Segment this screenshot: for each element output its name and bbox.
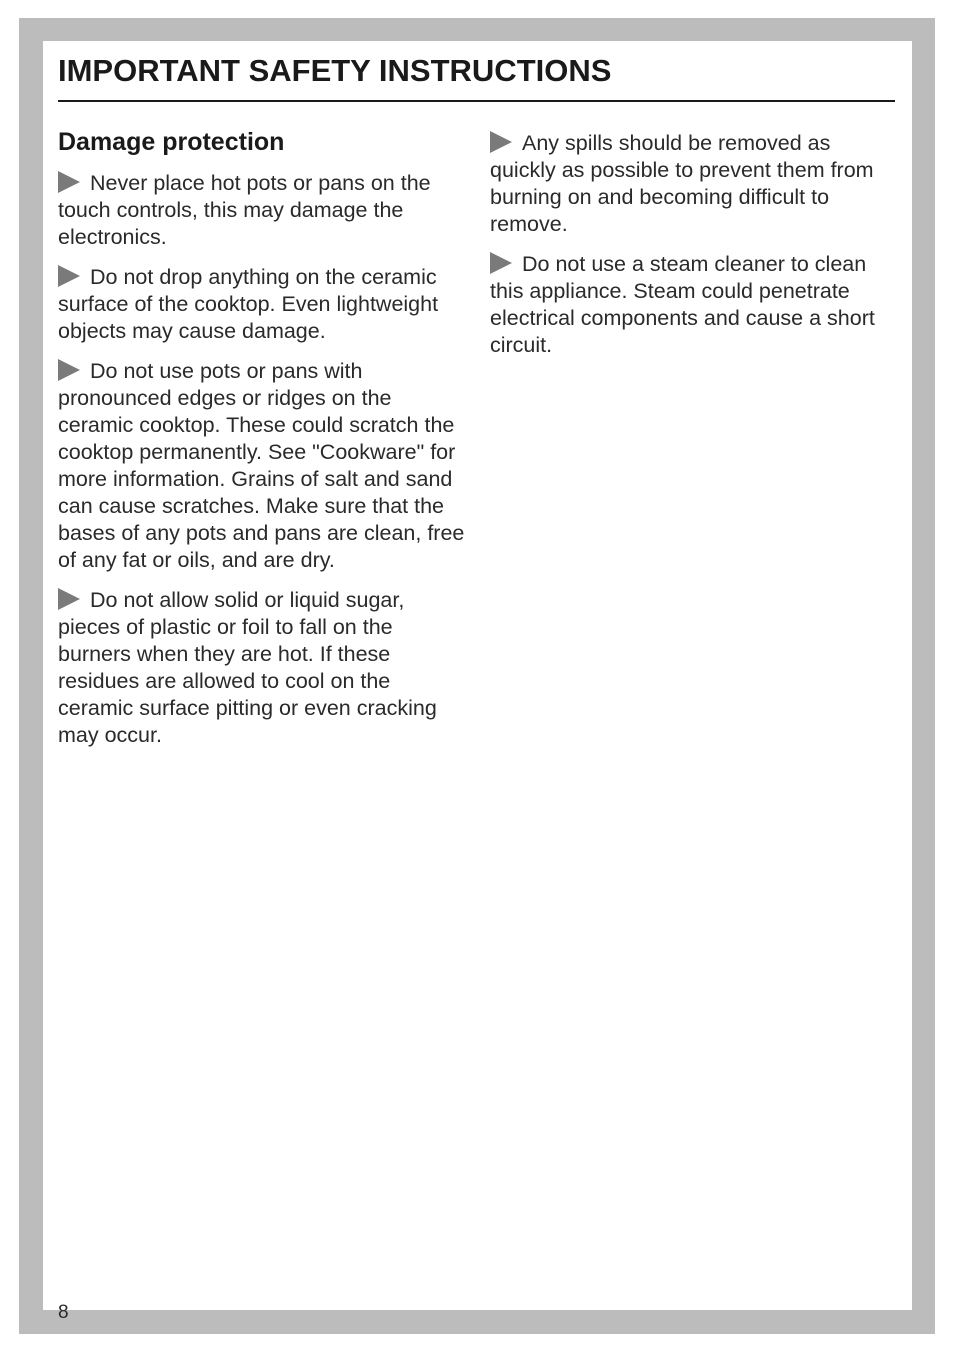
left-column xyxy=(58,126,470,762)
instruction-item xyxy=(58,264,470,345)
instruction-item xyxy=(58,170,470,251)
page-title: IMPORTANT SAFETY INSTRUCTIONS xyxy=(58,53,612,88)
instruction-item xyxy=(58,358,470,574)
instruction-item xyxy=(490,251,895,359)
instruction-item xyxy=(490,130,895,238)
title-divider xyxy=(58,100,895,102)
instruction-text: Do not drop anything on the ceramic surface of the cooktop. Even lightweight objects may cause damage. xyxy=(58,265,439,343)
page-number: 8 xyxy=(58,1302,69,1323)
triangle-right-icon xyxy=(58,588,80,610)
instruction-text: Do not use pots or pans with pronounced edges or ridges on the ceramic cooktop. These could scratch the cooktop permanently. See "Cookware" for more information. Grains of salt and sand can cause scratches. Make sure that the bases of any pots and pans are clean, free of any fat or oils, and are dry. xyxy=(58,359,465,572)
instruction-text: Any spills should be removed as quickly as possible to prevent them from burning on and becoming difficult to remove. xyxy=(490,131,874,236)
triangle-right-icon xyxy=(58,359,80,381)
triangle-right-icon xyxy=(58,265,80,287)
triangle-right-icon xyxy=(58,171,80,193)
triangle-right-icon xyxy=(490,252,512,274)
section-title: Damage protection xyxy=(58,128,285,156)
triangle-right-icon xyxy=(490,131,512,153)
right-column xyxy=(490,130,895,372)
instruction-item xyxy=(58,587,470,749)
instruction-text: Do not use a steam cleaner to clean this appliance. Steam could penetrate electrical components and cause a short circuit. xyxy=(490,252,875,357)
instruction-text: Do not allow solid or liquid sugar, pieces of plastic or foil to fall on the burners when they are hot. If these residues are allowed to cool on the ceramic surface pitting or even cracking may occur. xyxy=(58,588,437,747)
instruction-text: Never place hot pots or pans on the touch controls, this may damage the electronics. xyxy=(58,171,431,249)
